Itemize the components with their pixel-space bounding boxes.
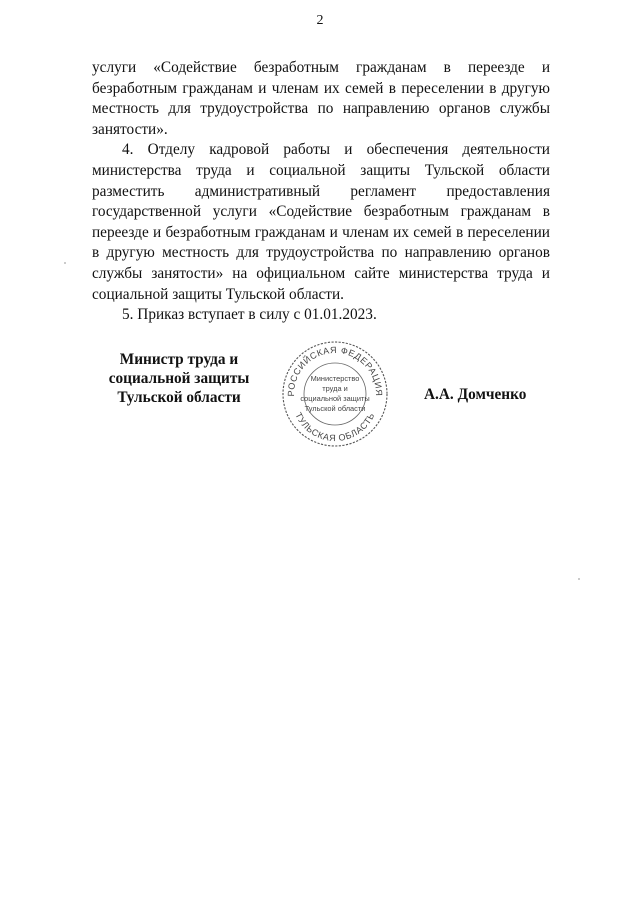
signature-block <box>0 345 640 455</box>
paragraph-continuation: услуги «Содействие безработным гражданам в переезде и безработным гражданам и членам их семей в переселении в другую местность для трудоустройства по направлению органов службы занятости». <box>92 59 550 138</box>
document-body <box>92 58 550 326</box>
seal-outer-bottom-text: ТУЛЬСКАЯ ОБЛАСТЬ <box>293 410 377 444</box>
seal-inner-line-2: труда и <box>322 384 348 393</box>
official-seal <box>281 340 389 448</box>
signer-title-line-2: социальной защиты <box>108 370 250 387</box>
scan-speck <box>578 578 580 580</box>
signer-title-line-3: Тульской области <box>117 389 241 406</box>
paragraph-5: 5. Приказ вступает в силу с 01.01.2023. <box>122 306 377 324</box>
seal-inner-line-4: Тульской области <box>304 404 366 413</box>
signer-name: А.А. Домченко <box>424 386 527 403</box>
seal-outer-top-text: РОССИЙСКАЯ ФЕДЕРАЦИЯ <box>285 344 385 397</box>
paragraph-4: 4. Отделу кадровой работы и обеспечения деятельности министерства труда и социальной защиты Тульской области разместить административный регламент предоставления государственной услуги «Содействие безработным гражданам в переезде и безработным гражданам и членам их семей в переселении в другую местность для трудоустройства по направлению органов службы занятости» на официальном сайте министерства труда и социальной защиты Тульской области. <box>92 141 550 303</box>
page-number: 2 <box>316 13 324 28</box>
seal-inner-line-1: Министерство <box>310 374 360 383</box>
signer-title <box>100 350 258 407</box>
seal-inner-line-3: социальной защиты <box>300 394 370 403</box>
scan-speck <box>64 262 66 264</box>
signer-title-line-1: Министр труда и <box>119 351 239 368</box>
